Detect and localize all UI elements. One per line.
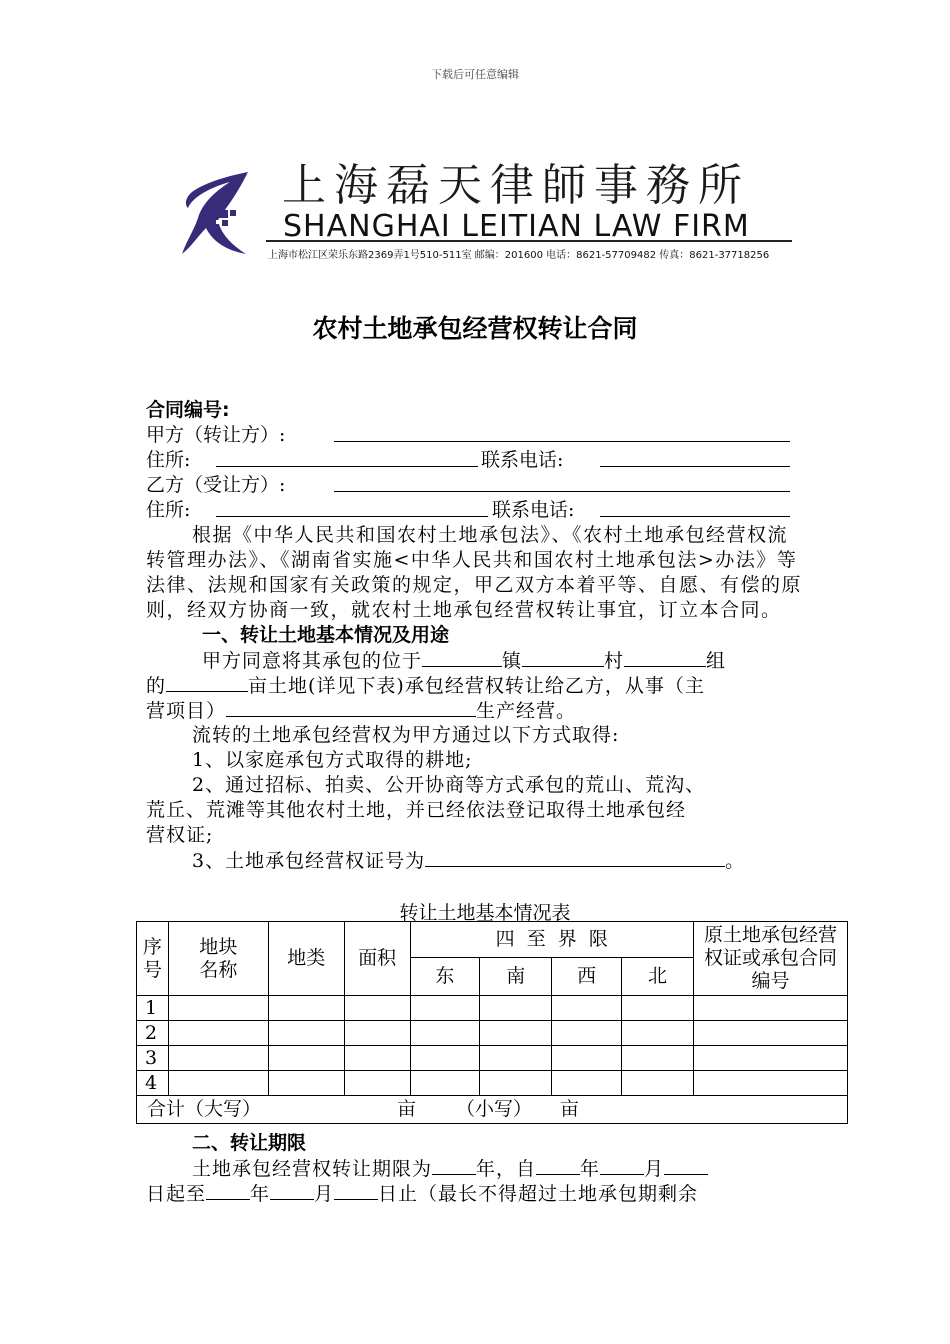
section1-item2-a: 2、通过招标、拍卖、公开协商等方式承包的荒山、荒沟、 xyxy=(192,774,706,796)
cert-text: 3、土地承包经营权证号为 xyxy=(192,850,426,872)
cell[interactable] xyxy=(268,1046,344,1071)
cell[interactable] xyxy=(480,1046,552,1071)
cell[interactable] xyxy=(694,1071,848,1096)
cell[interactable] xyxy=(480,1071,552,1096)
party-b-address-blank[interactable] xyxy=(216,498,488,517)
header-note: 下载后可任意编辑 xyxy=(431,68,519,81)
end-day-blank[interactable] xyxy=(334,1181,378,1200)
cell[interactable] xyxy=(344,1071,410,1096)
document-title: 农村土地承包经营权转让合同 xyxy=(312,314,638,343)
row-seq: 2 xyxy=(137,1021,169,1046)
party-b-phone-blank[interactable] xyxy=(600,498,790,517)
group-label: 组 xyxy=(706,650,727,672)
address-label: 住所: xyxy=(146,449,191,471)
col-seq-header: 序号 xyxy=(137,922,169,996)
town-blank[interactable] xyxy=(422,648,502,667)
party-a-address-line xyxy=(146,448,806,473)
month-label: 月 xyxy=(644,1158,665,1180)
year-label: 年 xyxy=(250,1183,271,1205)
cell[interactable] xyxy=(410,1021,480,1046)
end-month-blank[interactable] xyxy=(270,1181,314,1200)
land-table xyxy=(136,921,848,1124)
month-label: 月 xyxy=(314,1183,335,1205)
col-name-header: 地块名称 xyxy=(168,922,268,996)
col-type-header: 地类 xyxy=(268,922,344,996)
project-text: 营项目） xyxy=(146,700,227,722)
total-label: 合计（大写） xyxy=(147,1098,262,1120)
cell[interactable] xyxy=(622,1071,694,1096)
contract-no-label: 合同编号: xyxy=(146,399,230,421)
cell[interactable] xyxy=(344,1021,410,1046)
table-caption: 转让土地基本情况表 xyxy=(399,902,571,924)
cell[interactable] xyxy=(268,996,344,1021)
col-area-header: 面积 xyxy=(344,922,410,996)
cell[interactable] xyxy=(694,1046,848,1071)
cell[interactable] xyxy=(622,1021,694,1046)
phone-label: 联系电话: xyxy=(492,499,575,521)
area-text: 亩土地(详见下表)承包经营权转让给乙方，从事（主 xyxy=(248,675,705,697)
firm-address: 上海市松江区荣乐东路2369弄1号510-511室 邮编：201600 电话：8621-57709482 传真：8621-37718256 xyxy=(268,250,770,261)
row-seq: 3 xyxy=(137,1046,169,1071)
table-row xyxy=(137,1046,848,1071)
group-blank[interactable] xyxy=(624,648,706,667)
phone-label: 联系电话: xyxy=(481,449,564,471)
town-label: 镇 xyxy=(502,650,523,672)
cert-blank[interactable] xyxy=(425,848,725,867)
table-row xyxy=(137,996,848,1021)
village-blank[interactable] xyxy=(522,648,604,667)
cell[interactable] xyxy=(344,996,410,1021)
section2 xyxy=(146,1131,806,1206)
period-text: 。 xyxy=(725,850,746,872)
col-south-header: 南 xyxy=(480,958,552,996)
end-year-blank[interactable] xyxy=(206,1181,250,1200)
cell[interactable] xyxy=(622,996,694,1021)
cell[interactable] xyxy=(694,996,848,1021)
start-day-blank[interactable] xyxy=(664,1156,708,1175)
party-b-blank[interactable] xyxy=(334,473,790,492)
year-label: 年 xyxy=(476,1158,497,1180)
table-total-row xyxy=(137,1096,848,1124)
until-text: 日起至 xyxy=(146,1183,207,1205)
party-a-label: 甲方（转让方）: xyxy=(146,424,286,446)
preamble-paragraph: 根据《中华人民共和国农村土地承包法》、《农村土地承包经营权流转管理办法》、《湖南省实施<中华人民共和国农村土地承包法>办法》等法律、法规和国家有关政策的规定，甲乙双方本着平等、自愿、有偿的原则，经双方协商一致，就农村土地承包经营权转让事宜，订立本合同。 xyxy=(146,524,803,621)
village-label: 村 xyxy=(604,650,625,672)
start-year-blank[interactable] xyxy=(536,1156,580,1175)
production-text: 生产经营。 xyxy=(476,700,577,722)
start-month-blank[interactable] xyxy=(600,1156,644,1175)
total-unit-large: 亩 xyxy=(397,1098,417,1120)
col-cert-header: 原土地承包经营权证或承包合同编号 xyxy=(694,922,848,996)
party-a-phone-blank[interactable] xyxy=(600,448,790,467)
firm-divider xyxy=(266,240,792,242)
party-a-address-blank[interactable] xyxy=(216,448,478,467)
section1-project-line xyxy=(146,698,806,723)
address-label: 住所: xyxy=(146,499,191,521)
limit-text: 日止（最长不得超过土地承包期剩余 xyxy=(378,1183,699,1205)
cell[interactable] xyxy=(268,1071,344,1096)
col-west-header: 西 xyxy=(552,958,622,996)
cell[interactable] xyxy=(410,1046,480,1071)
section1-area-line xyxy=(146,673,806,698)
table-row xyxy=(137,1071,848,1096)
section2-line2 xyxy=(146,1181,806,1206)
cell[interactable] xyxy=(552,1021,622,1046)
party-b-address-line xyxy=(146,498,806,523)
party-b-label: 乙方（受让方）: xyxy=(146,474,286,496)
section1-source-line: 流转的土地承包经营权为甲方通过以下方式取得: xyxy=(192,724,620,746)
location-text: 甲方同意将其承包的位于 xyxy=(202,650,423,672)
col-north-header: 北 xyxy=(622,958,694,996)
cell[interactable] xyxy=(480,996,552,1021)
cell[interactable] xyxy=(168,996,268,1021)
cell[interactable] xyxy=(694,1021,848,1046)
firm-name-cn: 上海磊天律師事務所 xyxy=(282,160,750,211)
term-text: 土地承包经营权转让期限为 xyxy=(192,1158,433,1180)
cell[interactable] xyxy=(552,1046,622,1071)
party-b-line xyxy=(146,473,806,498)
cell[interactable] xyxy=(552,996,622,1021)
from-label: ，自 xyxy=(496,1158,537,1180)
section1-location-line xyxy=(146,648,806,673)
section2-heading: 二、转让期限 xyxy=(192,1132,307,1154)
cell[interactable] xyxy=(480,1021,552,1046)
row-seq: 4 xyxy=(137,1071,169,1096)
col-bounds-header: 四 至 界 限 xyxy=(410,922,694,958)
section1-item2-c: 营权证; xyxy=(146,824,214,846)
year-label: 年 xyxy=(580,1158,601,1180)
cell[interactable] xyxy=(622,1046,694,1071)
row-seq: 1 xyxy=(137,996,169,1021)
cell[interactable] xyxy=(168,1021,268,1046)
col-east-header: 东 xyxy=(410,958,480,996)
table-row xyxy=(137,1021,848,1046)
section1-item1: 1、以家庭承包方式取得的耕地; xyxy=(192,749,473,771)
project-blank[interactable] xyxy=(226,698,476,717)
firm-logo-icon xyxy=(178,170,258,258)
total-unit-small: 亩 xyxy=(560,1098,580,1120)
term-years-blank[interactable] xyxy=(432,1156,476,1175)
total-small-label: （小写） xyxy=(456,1098,533,1120)
section1-item2-b: 荒丘、荒滩等其他农村土地，并已经依法登记取得土地承包经 xyxy=(146,799,687,821)
cell[interactable] xyxy=(410,1071,480,1096)
cell[interactable] xyxy=(410,996,480,1021)
party-a-blank[interactable] xyxy=(334,423,790,442)
firm-name-en: SHANGHAI LEITIAN LAW FIRM xyxy=(283,209,750,244)
cell[interactable] xyxy=(168,1046,268,1071)
section1-item3 xyxy=(146,848,806,873)
contract-body xyxy=(146,398,806,873)
cell[interactable] xyxy=(168,1071,268,1096)
cell[interactable] xyxy=(552,1071,622,1096)
of-text: 的 xyxy=(146,675,167,697)
party-a-line xyxy=(146,423,806,448)
cell[interactable] xyxy=(344,1046,410,1071)
area-blank[interactable] xyxy=(166,673,248,692)
cell[interactable] xyxy=(268,1021,344,1046)
section2-line1 xyxy=(146,1156,806,1181)
section1-heading: 一、转让土地基本情况及用途 xyxy=(202,624,450,646)
